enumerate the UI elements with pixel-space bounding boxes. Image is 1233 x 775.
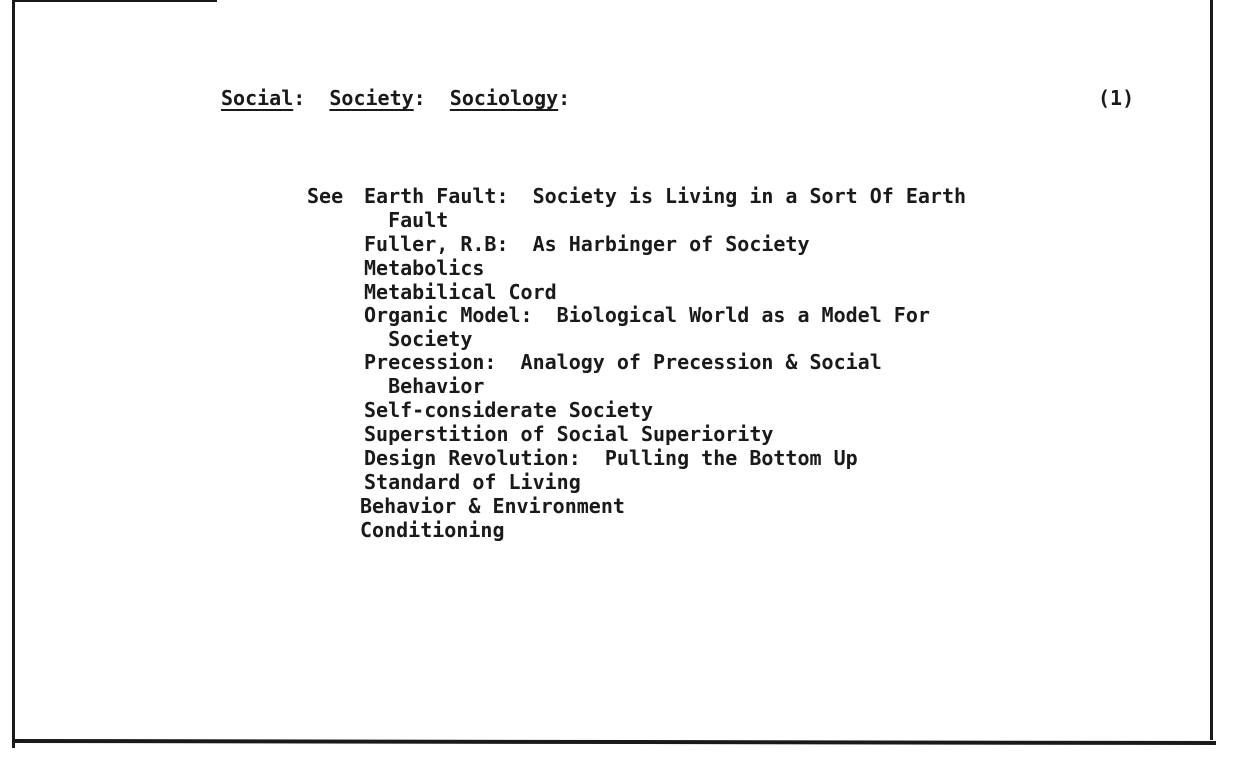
index-heading — [221, 86, 570, 110]
entry-line: Fault — [364, 208, 449, 232]
entry-line: Superstition of Social Superiority — [364, 422, 774, 446]
entry-line: Metabolics — [364, 256, 485, 280]
entry-line: Earth Fault: Society is Living in a Sort Of Earth — [364, 184, 967, 208]
heading-social: Social — [221, 86, 294, 110]
heading-society: Society — [329, 86, 414, 110]
card-border-left — [12, 0, 15, 748]
entry-line: Organic Model: Biological World as a Model For — [364, 303, 930, 327]
heading-sociology: Sociology — [449, 86, 559, 110]
entry-line: Self-considerate Society — [364, 398, 653, 422]
heading-separator: : — [413, 86, 450, 110]
entry-line: Standard of Living — [364, 470, 581, 494]
entry-line: Precession: Analogy of Precession & Social — [364, 350, 882, 374]
entry-line: Fuller, R.B: As Harbinger of Society — [364, 232, 810, 256]
card-border-top — [12, 0, 217, 2]
heading-separator: : — [558, 86, 571, 110]
entry-line: Design Revolution: Pulling the Bottom Up — [364, 446, 858, 470]
card-border-bottom — [12, 739, 1216, 745]
page-number: (1) — [1098, 86, 1135, 110]
entry-line: Metabilical Cord — [364, 280, 557, 304]
entry-line: Conditioning — [360, 518, 505, 542]
heading-separator: : — [293, 86, 330, 110]
see-label: See — [307, 184, 344, 208]
card-border-right — [1210, 0, 1213, 740]
entry-line: Behavior & Environment — [360, 494, 625, 518]
entry-line: Society — [364, 327, 473, 351]
entry-line: Behavior — [364, 374, 485, 398]
